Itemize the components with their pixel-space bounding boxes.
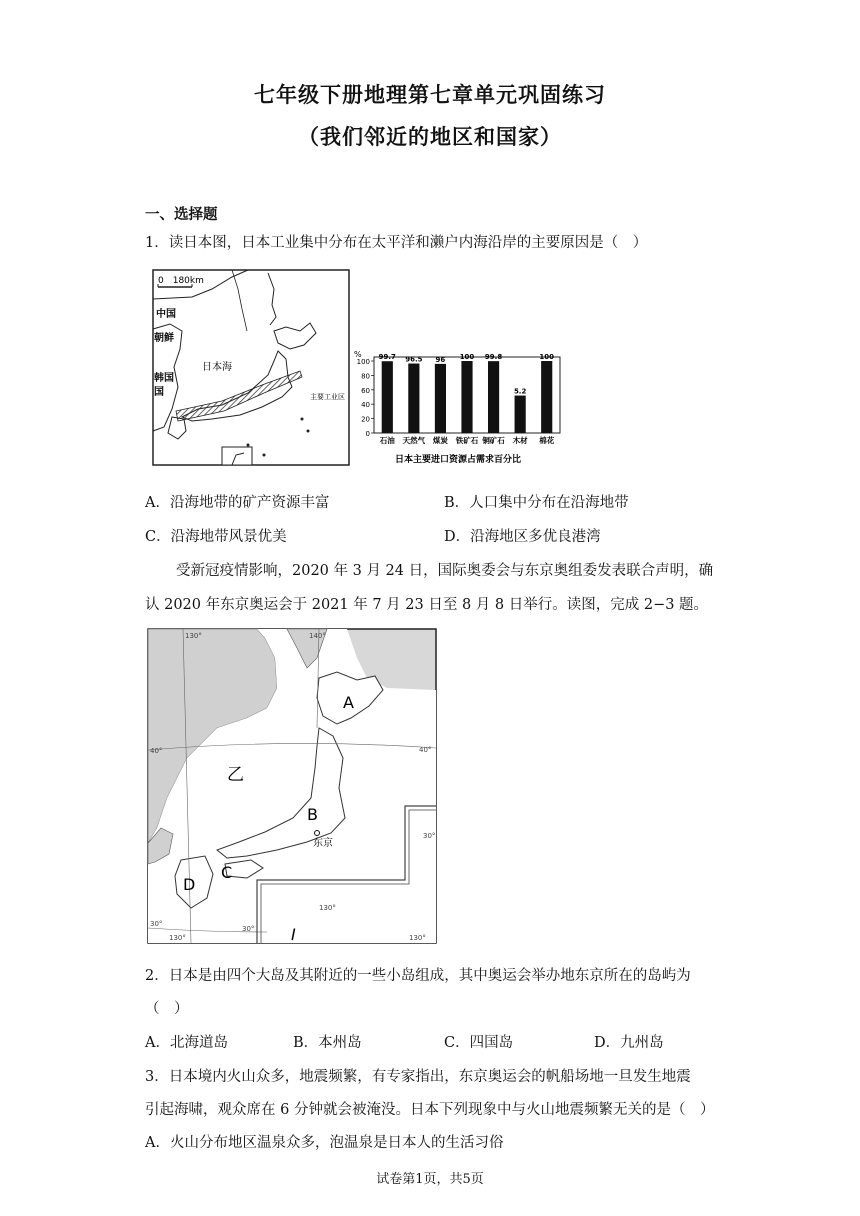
chart-title: 日本主要进口资源占需求百分比 <box>394 455 522 465</box>
y-tick-label: 60 <box>361 386 370 395</box>
chart-y-ticks <box>357 358 374 438</box>
q1-option-d: D．沿海地区多优良港湾 <box>444 529 601 545</box>
page-subtitle: （我们邻近的地区和国家） <box>298 124 562 149</box>
q3-option-a: A．火山分布地区温泉众多，泡温泉是日本人的生活习俗 <box>145 1135 504 1151</box>
bar <box>488 361 499 433</box>
grid-lat40-left: 40° <box>150 747 163 755</box>
y-tick-label: 100 <box>356 358 370 366</box>
q1-option-c: C．沿海地带风景优美 <box>145 529 287 545</box>
page-title: 七年级下册地理第七章单元巩固练习 <box>254 82 606 107</box>
q3-stem: 3．日本境内火山众多，地震频繁，有专家指出，东京奥运会的帆船场地一旦发生地震 <box>145 1069 691 1085</box>
q2-stem: 2．日本是由四个大岛及其附近的一些小岛组成，其中奥运会举办地东京所在的岛屿为 <box>145 968 691 984</box>
japan-industry-map <box>152 269 350 466</box>
inset-box <box>222 447 252 465</box>
bar-value-label: 99.7 <box>378 353 396 362</box>
bar-category-label: 铁矿石 <box>455 436 479 445</box>
y-tick-label: 20 <box>361 415 370 424</box>
japan-islands-map <box>147 628 437 944</box>
bar-category-label: 天然气 <box>402 436 426 445</box>
label-yi: 乙 <box>227 765 244 785</box>
passage-line-1: 受新冠疫情影响，2020 年 3 月 24 日，国际奥委会与东京奥组委发表联合声明，确 <box>176 563 714 579</box>
q2-option-d: D．九州岛 <box>594 1035 664 1051</box>
grid-lat30-right: 30° <box>423 832 436 840</box>
label-c: C <box>221 863 233 882</box>
bar-value-label: 99.8 <box>484 353 503 362</box>
chart-bars <box>382 361 553 433</box>
grid-lon130-top: 130° <box>185 632 202 640</box>
bar-value-label: 96 <box>435 355 446 364</box>
y-tick-label: 0 <box>365 430 370 438</box>
q2-option-c: C．四国岛 <box>444 1035 514 1051</box>
bar <box>408 364 419 433</box>
bar-value-label: 100 <box>459 353 475 361</box>
bar <box>382 361 393 433</box>
bar-value-label: 100 <box>539 353 555 361</box>
chart-y-unit: % <box>354 350 362 359</box>
label-sea-of-japan: 日本海 <box>202 362 232 373</box>
bar <box>435 364 446 433</box>
q1-option-a: A．沿海地带的矿产资源丰富 <box>145 495 330 511</box>
bar-category-label: 铜矿石 <box>482 436 505 445</box>
chart-category-labels <box>379 435 555 445</box>
section-heading: 一、选择题 <box>145 206 218 223</box>
bar-category-label: 木材 <box>512 436 528 445</box>
label-industry-zone: 主要工业区 <box>310 393 345 401</box>
grid-lon130-mid: 130° <box>319 904 336 912</box>
grid-lat30-mid: 30° <box>242 925 255 933</box>
q2-stem-bracket: （ ） <box>145 1001 189 1017</box>
label-d: D <box>183 875 196 894</box>
bar <box>515 396 526 433</box>
y-tick-label: 80 <box>361 372 370 381</box>
grid-lon130-bottom-right: 130° <box>409 934 426 942</box>
label-north-korea: 朝鲜 <box>154 333 174 344</box>
grid-lon130-bottom-left: 130° <box>169 934 186 942</box>
bar-value-label: 5.2 <box>513 387 527 396</box>
label-south-korea: 韩国 <box>154 373 174 384</box>
grid-lat40-right: 40° <box>419 746 432 754</box>
q2-option-a: A．北海道岛 <box>145 1035 228 1051</box>
map-frame <box>153 270 349 465</box>
bar <box>461 361 472 433</box>
bar-category-label: 煤炭 <box>432 436 448 445</box>
bar-category-label: 石油 <box>379 436 395 445</box>
label-jia: I <box>291 925 296 944</box>
q3-stem-2: 引起海啸，观众席在 6 分钟就会被淹没。日本下列现象中与火山地震频繁无关的是（ ） <box>145 1102 715 1118</box>
bar-value-label: 96.5 <box>405 355 423 364</box>
label-china: 中国 <box>156 309 176 320</box>
grid-lon140: 140° <box>309 632 326 640</box>
bar-category-label: 棉花 <box>539 436 555 445</box>
passage-line-2: 认 2020 年东京奥运会于 2021 年 7 月 23 日至 8 月 8 日举行。读图，完成 2−3 题。 <box>145 597 709 613</box>
q1-stem: 1．读日本图，日本工业集中分布在太平洋和濑户内海沿岸的主要原因是（ ） <box>145 235 648 251</box>
q1-option-b: B．人口集中分布在沿海地带 <box>444 495 629 511</box>
label-a: A <box>343 693 354 712</box>
page-footer: 试卷第1页，共5页 <box>376 1172 484 1187</box>
map-scale-label: 0 180km <box>158 276 204 286</box>
label-tokyo: 东京 <box>313 838 333 849</box>
import-resource-chart <box>352 347 564 467</box>
grid-lat30-left: 30° <box>150 920 163 928</box>
y-tick-label: 40 <box>361 401 370 410</box>
q2-option-b: B．本州岛 <box>293 1035 362 1051</box>
bar <box>541 361 552 433</box>
label-south-korea-2: 国 <box>154 387 164 398</box>
label-b: B <box>307 805 318 824</box>
